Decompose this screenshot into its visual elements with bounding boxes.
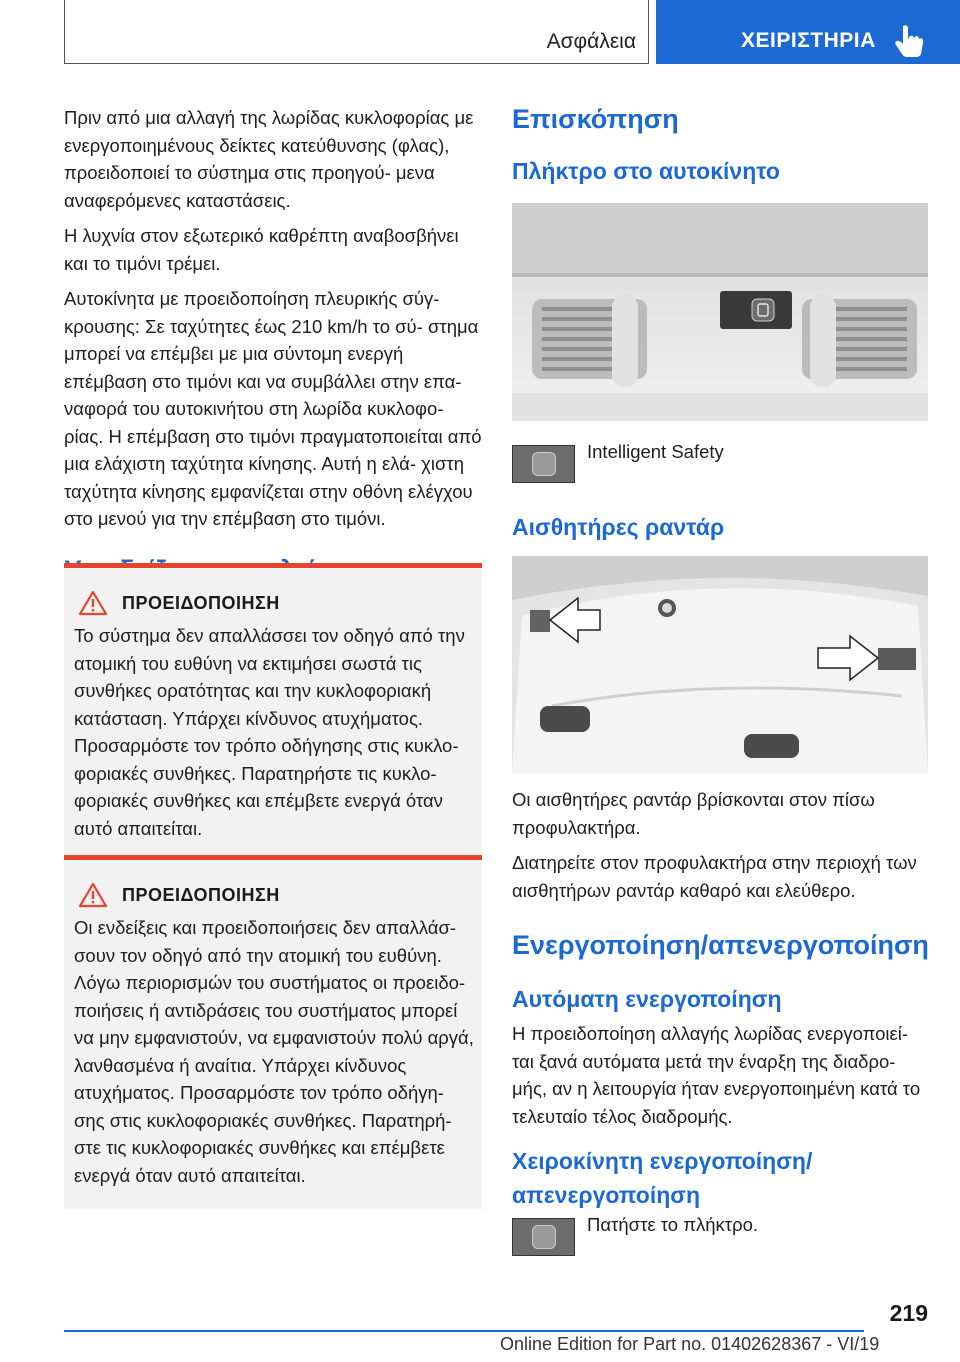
radar-paragraph-1: Οι αισθητήρες ραντάρ βρίσκονται στον πίσω προφυλακτήρα. <box>512 789 875 838</box>
button-heading: Πλήκτρο στο αυτοκίνητο <box>512 158 780 184</box>
header-chapter-title: ΧΕΙΡΙΣΤΗΡΙΑ <box>741 29 876 52</box>
header-chapter-tab <box>656 0 960 64</box>
intelligent-safety-button-icon <box>512 445 575 483</box>
rear-bumper-photo <box>512 556 928 774</box>
rear-bumper-illustration <box>512 556 928 774</box>
warning-box-2 <box>64 855 482 1209</box>
press-button-caption: Πατήστε το πλήκτρο. <box>587 1214 759 1235</box>
intelligent-safety-caption: Intelligent Safety <box>587 441 724 462</box>
warning-title-2: ΠΡΟΕΙΔΟΠΟΙΗΣΗ <box>122 884 280 905</box>
warning-box-1 <box>64 563 482 862</box>
hand-pointer-icon <box>894 24 924 58</box>
intro-paragraph-1: Πριν από μια αλλαγή της λωρίδας κυκλοφορίας με ενεργοποιημένους δείκτες κατεύθυνσης (φλας), προειδοποιεί το σύστημα στις προηγού- μενα αναφερόμενες καταστάσεις. <box>64 107 474 211</box>
warning-triangle-icon <box>78 882 108 908</box>
header-section-title: Ασφάλεια <box>546 30 636 53</box>
dashboard-illustration <box>512 203 928 421</box>
warning-text-2: Οι ενδείξεις και προειδοποιήσεις δεν απαλλάσ- σουν τον οδηγό από την ατομική του ευθύνη. Λόγω περιορισμών του συστήματος οι προειδο- ποιήσεις ή αντιδράσεις του συστήματος μπορεί να μην εμφανιστούν, να εμφανιστούν πολύ αργά, λανθασμένα ή αναίτια. Υπάρχει κίνδυνος ατυχήματος. Προσαρμόστε τον τρόπο οδήγη- σης στις κυκλοφοριακές συνθήκες. Παρατηρή- στε τις κυκλοφοριακές συνθήκες και επέμβετε ενεργά όταν αυτό απαιτείται. <box>74 917 474 1186</box>
footer-divider <box>64 1330 864 1332</box>
warning-text-1: Το σύστημα δεν απαλλάσσει τον οδηγό από την ατομική του ευθύνη να εκτιμήσει σωστά τις συνθήκες ορατότητας και την κυκλοφοριακή κατάσταση. Υπάρχει κίνδυνος ατυχήματος. Προσαρμόστε τον τρόπο οδήγησης στις κυκλο- φοριακές συνθήκες. Παρατηρήστε τις κυκλο- φοριακές συνθήκες και επέμβετε ενεργά όταν αυτό απαιτείται. <box>74 625 465 839</box>
radar-heading: Αισθητήρες ραντάρ <box>512 514 725 540</box>
page-number: 219 <box>889 1300 928 1326</box>
radar-paragraph-2: Διατηρείτε στον προφυλακτήρα στην περιοχή των αισθητήρων ραντάρ καθαρό και ελεύθερο. <box>512 852 917 901</box>
overview-heading: Επισκόπηση <box>512 104 679 134</box>
press-button-icon <box>512 1218 575 1256</box>
activation-heading: Ενεργοποίηση/απενεργοποίηση <box>512 930 929 960</box>
auto-activation-heading: Αυτόματη ενεργοποίηση <box>512 986 782 1012</box>
left-column <box>64 104 482 586</box>
auto-activation-text: Η προειδοποίηση αλλαγής λωρίδας ενεργοποιεί- ται ξανά αυτόματα μετά την έναρξη της διαδρο- μής, αν η λειτουργία ήταν ενεργοποιημένη κατά το τελευταίο τέλος διαδρομής. <box>512 1023 921 1127</box>
manual-activation-heading: Χειροκίνητη ενεργοποίηση/ απενεργοποίηση <box>512 1148 813 1208</box>
warning-title-1: ΠΡΟΕΙΔΟΠΟΙΗΣΗ <box>122 592 280 613</box>
header-section-box <box>64 0 649 64</box>
warning-triangle-icon <box>78 590 108 616</box>
radar-text-block <box>512 786 930 912</box>
intro-paragraph-3: Αυτοκίνητα με προειδοποίηση πλευρικής σύγ- κρουσης: Σε ταχύτητες έως 210 km/h το σύ- στημα μπορεί να επέμβει με μια σύντομη ενεργή επέμβαση στο τιμόνι και να συμβάλλει στην επα- ναφορά του αυτοκινήτου στη λωρίδα κυκλοφο- ρίας. Η επέμβαση στο τιμόνι πραγματοποιείται από μια ελάχιστη ταχύτητα κίνησης. Αυτή η ελά- χιστη ταχύτητα κίνησης εμφανίζεται στην οθόνη ελέγχου στο μενού για την επέμβαση στο τιμόνι. <box>64 288 482 529</box>
intro-paragraph-2: Η λυχνία στον εξωτερικό καθρέπτη αναβοσβήνει και το τιμόνι τρέμει. <box>64 225 459 274</box>
footer-edition: Online Edition for Part no. 01402628367 - VI/19 <box>500 1334 880 1354</box>
dashboard-button-photo <box>512 203 928 421</box>
